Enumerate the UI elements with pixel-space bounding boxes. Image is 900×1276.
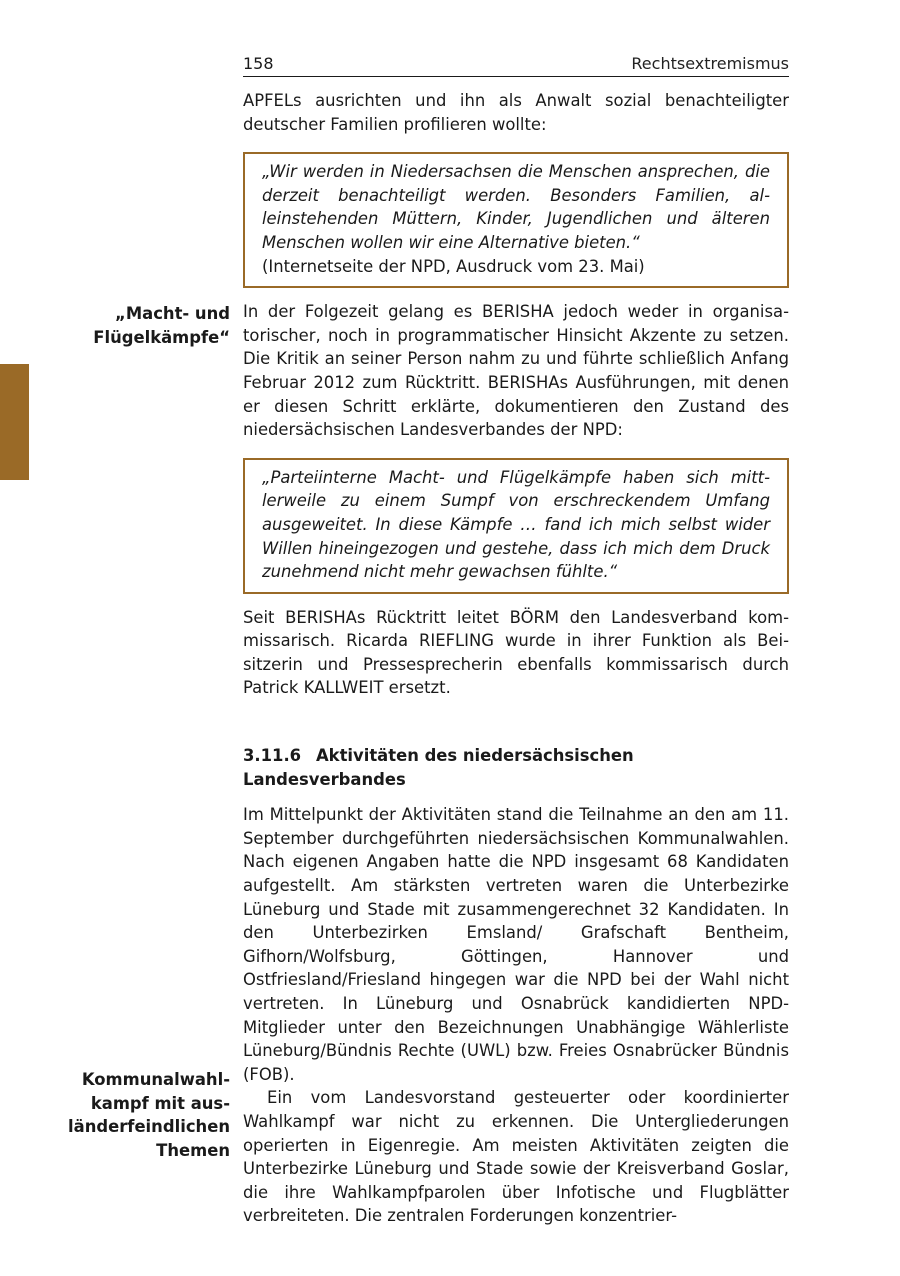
quote-source: (Internetseite der NPD, Ausdruck vom 23. Mai) <box>262 256 645 276</box>
margin-note-line: Flügelkämpfe“ <box>93 327 230 347</box>
running-header-title: Rechtsextremismus <box>631 54 789 73</box>
quote-box-berisha <box>243 458 789 594</box>
margin-note-line: länderfeindlichen <box>68 1117 230 1137</box>
page-number: 158 <box>243 54 274 73</box>
paragraph: Im Mittelpunkt der Aktivitäten stand die Teilnahme an den am 11. September durchgeführten niedersächsischen Kommunalwahlen. Nach eigenen Angaben hatte die NPD insgesamt 68 Kandidaten aufgestellt. Am stärksten vertreten waren die Unterbezirke Lüneburg und Stade mit zusammengerechnet 32 Kandidaten. In den Unterbezirken Emsland/ Grafschaft Bentheim, Gifhorn/Wolfsburg, Göttingen, Hannover und Ostfriesland/Friesland hingegen war die NPD bei der Wahl nicht vertreten. In Lüneburg und Osnabrück kandidierten NPD-Mitglieder unter den Bezeichnungen Unabhängige Wählerliste Lüneburg/Bündnis Rechte (UWL) bzw. Freies Osnabrücker Bündnis (FOB). <box>243 805 789 1084</box>
margin-note-line: „Macht- und <box>115 304 230 323</box>
margin-note-line: Kommunalwahl- <box>81 1070 230 1089</box>
section-number: 3.11.6 <box>243 746 302 766</box>
quote-text: „Parteiinterne Macht- und Flügelkämpfe haben sich mittlerweile zu einem Sumpf von erschreckendem Umfang ausgeweitet. In diese Kämpfe … fand ich mich selbst wider Willen hineingezogen und gestehe, dass ich mich dem Druck zunehmend nicht mehr gewachsen fühlte.“ <box>262 467 770 582</box>
paragraph: Seit BERISHAs Rücktritt leitet BÖRM den Landesverband kommissarisch. Ricarda RIEFLING wurde in ihrer Funktion als Beisitzerin und Pressesprecherin ebenfalls kommissarisch durch Patrick KALLWEIT ersetzt. <box>243 607 789 698</box>
main-text-column <box>243 89 789 1228</box>
running-header <box>243 52 789 77</box>
section-heading <box>243 744 789 791</box>
paragraph: Ein vom Landesvorstand gesteuerter oder koordinierter Wahlkampf war nicht zu erkennen. Die Untergliederungen operierten in Eigenregie. Am meisten Aktivitäten zeigten die Unterbezirke Lüneburg und Stade sowie der Kreisverband Goslar, die ihre Wahlkampfparolen über Infotische und Flugblätter verbreiteten. Die zentralen Forderungen konzentrier- <box>243 1088 789 1226</box>
section-title: Aktivitäten des niedersächsischen Landesverbandes <box>243 746 634 789</box>
paragraph: In der Folgezeit gelang es BERISHA jedoch weder in organisatorischer, noch in programmatischer Hinsicht Akzente zu setzen. Die Kritik an seiner Person nahm zu und führte schließlich Anfang Februar 2012 zum Rücktritt. BERISHAs Ausführungen, mit denen er diesen Schritt erklärte, dokumentieren den Zustand des niedersächsischen Landesverbandes der NPD: <box>243 302 789 440</box>
margin-note-line: kampf mit aus- <box>90 1093 230 1113</box>
margin-note-macht-fluegelkaempfe <box>93 302 230 349</box>
margin-note-line: Themen <box>156 1140 230 1160</box>
chapter-thumb-tab <box>0 364 29 480</box>
quote-text: „Wir werden in Niedersachsen die Menschen ansprechen, die derzeit benachteiligt werden. Besonders Familien, alleinstehenden Müttern, Kinder, Jugendlichen und älteren Menschen wollen wir eine Alternative bieten.“ <box>262 162 770 252</box>
quote-box-npd-website <box>243 152 789 288</box>
margin-note-kommunalwahlkampf <box>68 1068 230 1162</box>
paragraph: APFELs ausrichten und ihn als Anwalt sozial benachteiligter deutscher Familien profilieren wollte: <box>243 91 789 134</box>
